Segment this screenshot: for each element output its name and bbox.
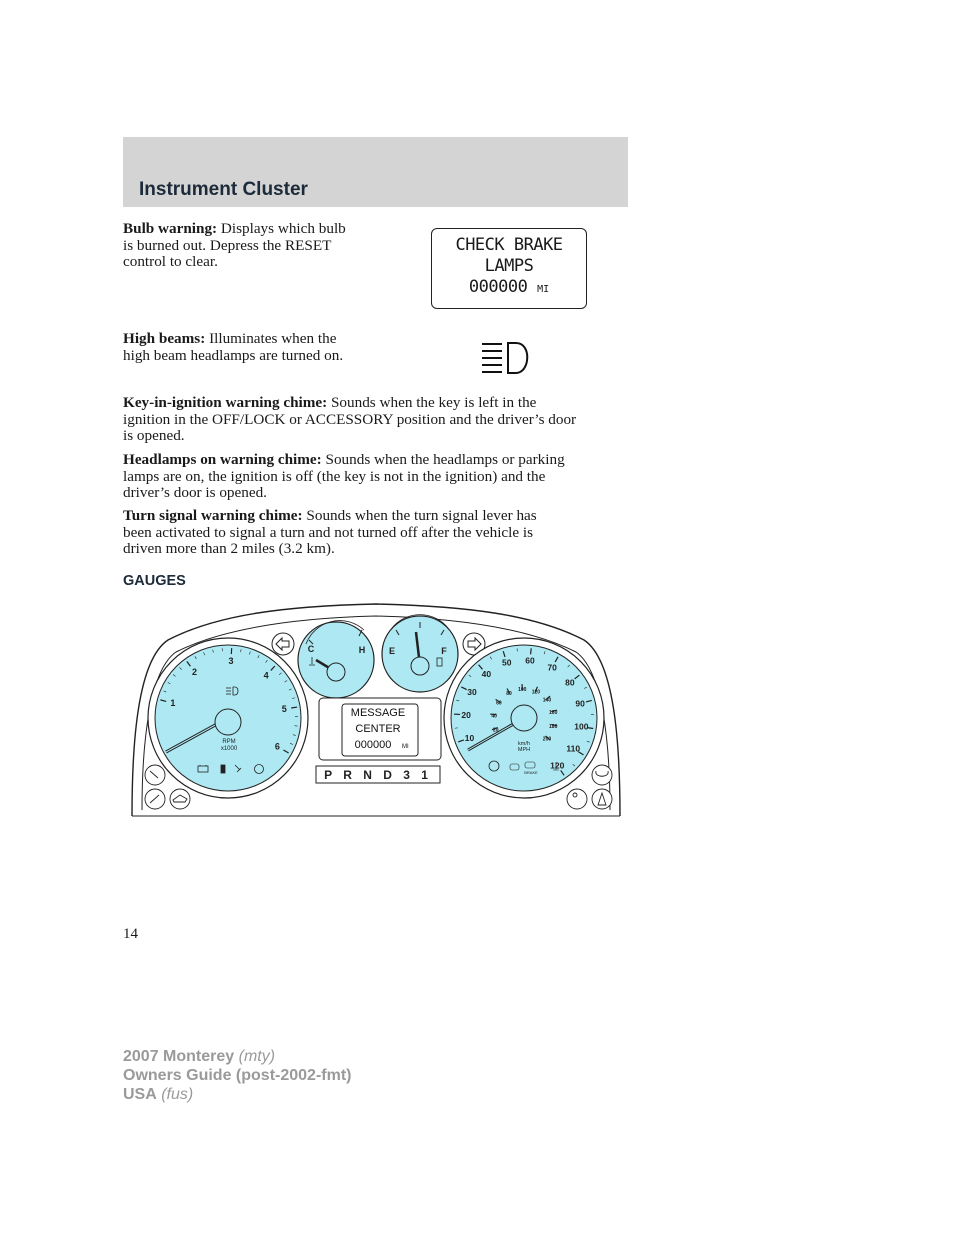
document-footer: 2007 Monterey (mty) Owners Guide (post-2002-fmt) USA (fus) bbox=[123, 1048, 352, 1103]
seatbelt-icon bbox=[221, 765, 225, 773]
speedometer bbox=[444, 638, 604, 798]
tach-tick-label: 5 bbox=[281, 704, 287, 715]
speed-label-kmh: km/h bbox=[518, 741, 530, 747]
kmh-tick-label: 80 bbox=[506, 691, 512, 698]
high-beam-icon bbox=[478, 340, 534, 376]
mph-tick-label: 100 bbox=[574, 721, 589, 732]
mph-tick bbox=[531, 648, 532, 654]
temp-hot-label: H bbox=[358, 645, 366, 655]
mph-tick-label: 70 bbox=[547, 662, 557, 673]
tach-tick-label: 6 bbox=[274, 741, 280, 752]
tach-label-rpm: RPM bbox=[222, 739, 236, 745]
lcd-line-1: CHECK BRAKE bbox=[455, 235, 563, 255]
kmh-tick-label: 20 bbox=[493, 727, 499, 734]
key-chime-paragraph: Key-in-ignition warning chime: Sounds when the key is left in the ignition in the OFF/LOCK or ACCESSORY position and the driver’s door is opened. bbox=[123, 394, 577, 444]
high-beams-paragraph: High beams: Illuminates when the high beam headlamps are turned on. bbox=[123, 330, 344, 364]
temperature-gauge bbox=[298, 621, 374, 698]
tachometer bbox=[148, 638, 308, 798]
fuel-full-label: F bbox=[441, 646, 447, 656]
kmh-tick-label: 200 bbox=[542, 736, 552, 743]
temp-cold-label: C bbox=[307, 644, 315, 654]
lcd-line-3: 000000 bbox=[468, 277, 528, 297]
mph-tick-label: 80 bbox=[565, 677, 575, 688]
mph-tick-label: 20 bbox=[461, 709, 471, 720]
tach-tick-label: 4 bbox=[263, 670, 269, 681]
lcd-line-2: LAMPS bbox=[484, 256, 534, 276]
message-center-line-3: 000000 bbox=[354, 739, 392, 751]
mph-tick-label: 60 bbox=[525, 655, 535, 666]
section-title: Instrument Cluster bbox=[139, 179, 308, 200]
message-center-unit: MI bbox=[402, 744, 409, 750]
message-center bbox=[319, 698, 441, 760]
mph-tick-label: 30 bbox=[467, 687, 477, 698]
mph-tick-label: 120 bbox=[550, 760, 565, 771]
tach-tick-label: 2 bbox=[191, 666, 198, 677]
brake-label: BRAKE bbox=[524, 770, 538, 775]
tire-pressure-icon bbox=[592, 765, 612, 785]
mph-tick-label: 50 bbox=[502, 657, 512, 668]
bulb-warning-paragraph: Bulb warning: Displays which bulb is burned out. Depress the RESET control to clear. bbox=[123, 220, 346, 270]
lcd-unit: MI bbox=[537, 284, 550, 295]
instrument-cluster-illustration bbox=[128, 600, 624, 822]
mph-tick-label: 90 bbox=[575, 698, 585, 709]
airbag-icon bbox=[567, 789, 587, 809]
turn-signal-left-icon bbox=[272, 633, 294, 655]
kmh-tick-label: 60 bbox=[496, 700, 502, 707]
kmh-tick-label: 140 bbox=[542, 697, 552, 704]
kmh-tick-label: 160 bbox=[549, 710, 558, 717]
speed-label-mph: MPH bbox=[517, 747, 531, 753]
term: Bulb warning: bbox=[123, 220, 218, 237]
gear-selector-text: P R N D 3 1 bbox=[324, 768, 432, 782]
tach-tick-label: 1 bbox=[170, 698, 176, 709]
lcd-message-display bbox=[431, 228, 587, 309]
kmh-tick-label: 120 bbox=[531, 689, 541, 696]
gear-selector bbox=[316, 766, 440, 783]
mph-tick-label: 40 bbox=[481, 668, 492, 679]
page-number: 14 bbox=[123, 926, 138, 942]
kmh-tick-label: 100 bbox=[518, 687, 527, 694]
message-center-line-2: CENTER bbox=[355, 723, 401, 735]
fuel-empty-label: E bbox=[388, 646, 396, 656]
mph-tick-label: 110 bbox=[566, 743, 581, 754]
message-center-line-1: MESSAGE bbox=[350, 707, 406, 719]
section-header-band bbox=[123, 137, 628, 207]
tach-tick-label: 3 bbox=[228, 656, 234, 667]
kmh-tick-label: 180 bbox=[549, 723, 558, 730]
turn-signal-chime-paragraph: Turn signal warning chime: Sounds when the turn signal lever has been activated to signal a turn and not turned off after the vehicle is driven more than 2 miles (3.2 km). bbox=[123, 507, 537, 557]
kmh-tick-label: 40 bbox=[491, 713, 497, 720]
headlamps-chime-paragraph: Headlamps on warning chime: Sounds when the headlamps or parking lamps are on, the ignition is off (the key is not in the ignition) and the driver’s door is opened. bbox=[123, 451, 565, 501]
tach-label-x1000: x1000 bbox=[220, 746, 238, 752]
fuel-gauge bbox=[382, 615, 458, 692]
gauges-heading: GAUGES bbox=[123, 573, 186, 589]
mph-tick-label: 10 bbox=[464, 732, 475, 743]
